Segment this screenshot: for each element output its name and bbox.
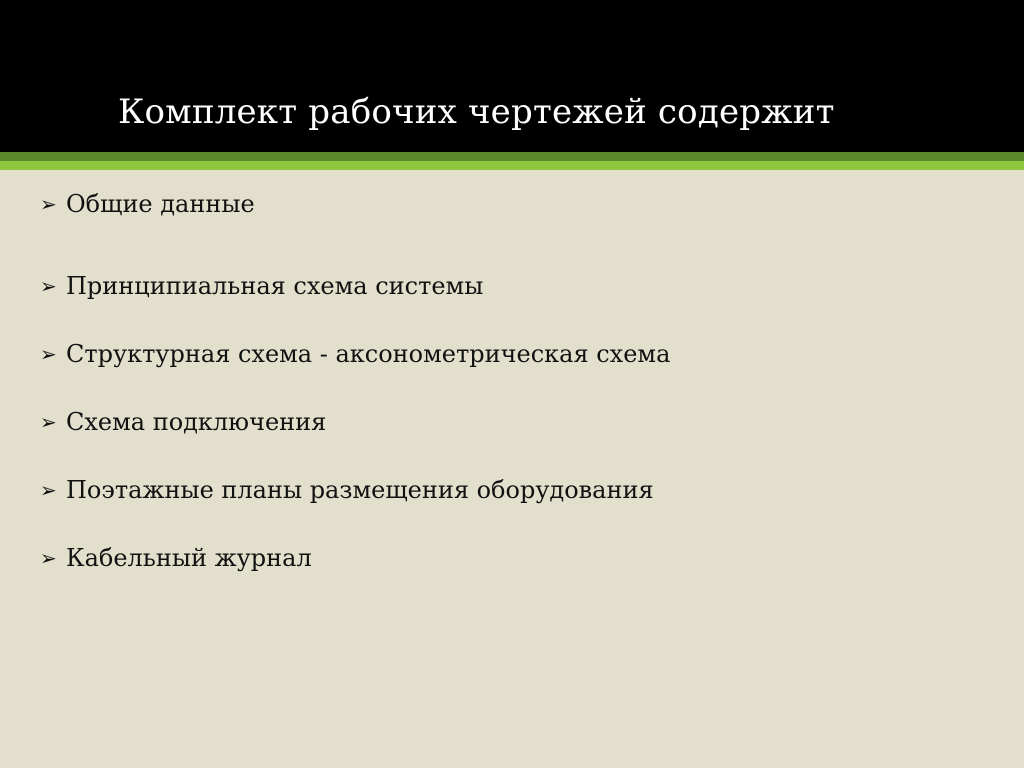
bullet-list [40,184,670,592]
list-item [40,456,670,524]
list-item [40,320,670,388]
arrowhead-bullet-icon: ➢ [40,342,57,366]
list-item-text: Поэтажные планы размещения оборудования [66,476,654,504]
list-item-text: Структурная схема - аксонометрическая схема [66,340,671,368]
arrowhead-bullet-icon: ➢ [40,546,57,570]
list-item-text: Схема подключения [66,408,327,436]
list-item [40,524,670,592]
slide-title: Комплект рабочих чертежей содержит [118,92,835,132]
list-item [40,184,670,224]
arrowhead-bullet-icon: ➢ [40,478,57,502]
slide-header [0,0,1024,152]
header-divider-dark [0,152,1024,161]
list-item [40,388,670,456]
arrowhead-bullet-icon: ➢ [40,410,57,434]
list-item-text: Общие данные [66,190,255,218]
header-divider-light [0,161,1024,170]
arrowhead-bullet-icon: ➢ [40,274,57,298]
arrowhead-bullet-icon: ➢ [40,192,57,216]
list-item-text: Принципиальная схема системы [66,272,484,300]
list-item [40,252,670,320]
list-item-text: Кабельный журнал [66,544,312,572]
